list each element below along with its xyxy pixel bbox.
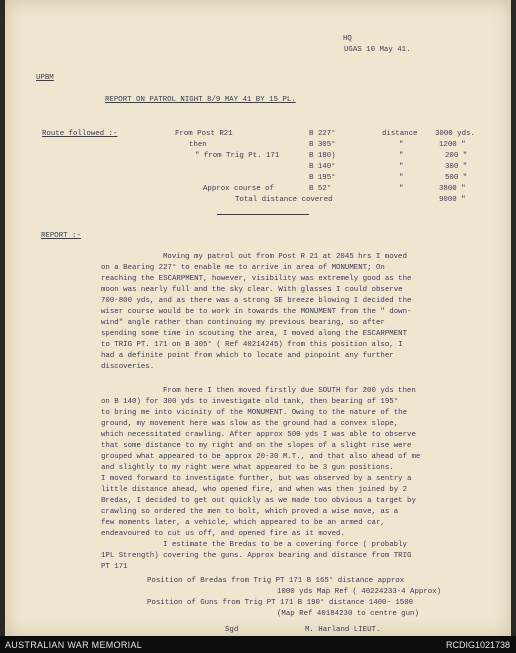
archive-footer — [0, 636, 516, 653]
text-line: 700-800 yds, and as there was a strong SE breeze blowing I decided the — [101, 297, 412, 305]
text-line: I moved forward to investigate further, but was observed by a sentry a — [101, 475, 412, 483]
text-line: crawling so ordered the men to bolt, which proved a wise move, as a — [101, 508, 399, 516]
route-label: Route followed :- — [42, 130, 118, 138]
text-line: on B 140) for 300 yds to investigate old tank, then bearing of 195° — [101, 398, 399, 406]
route-dist-label: " — [399, 185, 404, 193]
classification-stamp: UPBM — [36, 74, 54, 82]
text-line: ground, my movement here was slow as the ground had a convex slope, — [101, 420, 399, 428]
report-title: REPORT ON PATROL NIGHT 8/9 MAY 41 BY 15 PL. — [105, 96, 296, 104]
route-desc: Approx course of — [203, 185, 274, 193]
text-line: spending some time in scouting the area, I moved along the ESCARPMENT — [101, 330, 408, 338]
route-dist-label: " — [399, 152, 404, 160]
route-bearing: B 227° — [309, 130, 336, 138]
guns-position: Position of Guns from Trig PT 171 B 190° distance 1400- 1500 — [147, 599, 414, 607]
text-line: 1PL Strength) covering the guns. Approx bearing and distance from TRIG — [101, 552, 412, 560]
text-line: wiser course would be to work in towards the MONUMENT from the " down- — [101, 308, 412, 316]
route-dist-label: " — [399, 163, 404, 171]
text-line: reaching the ESCARPMENT, however, visibility was extremely good as the — [101, 275, 412, 283]
text-line: grouped what appeared to be approx 20-30 M.T., and that also ahead of me — [101, 453, 421, 461]
text-line: and slightly to my right were what appeared to be 3 gun positions. — [101, 464, 394, 472]
unit-date: UGAS 10 May 41. — [344, 46, 411, 54]
text-line: which necessitated crawling. After approx 500 yds I was able to observe — [101, 431, 416, 439]
route-desc: From Post R21 — [175, 130, 233, 138]
section-divider — [217, 214, 309, 215]
text-line: on a Bearing 227° to enable me to arrive in area of MONUMENT; On — [101, 264, 385, 272]
text-line: to bring me into vicinity of the MONUMENT. Owing to the nature of the — [101, 409, 408, 417]
route-desc: " from Trig Pt. 171 — [195, 152, 280, 160]
route-dist: 3000 yds. — [435, 130, 475, 138]
text-line: few moments later, a vehicle, which appeared to be an armed car, — [101, 519, 385, 527]
text-line: that some distance to my right and on the slopes of a slight rise were — [101, 442, 412, 450]
route-bearing: B 305° — [309, 141, 336, 149]
text-line: PT 171 — [101, 563, 128, 571]
document-page — [5, 0, 511, 636]
bredas-position: Position of Bredas from Trig PT 171 B 165° distance approx — [147, 577, 405, 585]
text-line: Moving my patrol out from Post R 21 at 2045 hrs I moved — [163, 253, 407, 261]
signature-sgd: Sgd — [225, 626, 239, 634]
guns-map-ref: (Map Ref 40184230 to centre gun) — [277, 610, 419, 618]
report-label: REPORT :- — [41, 232, 81, 240]
text-line: From here I then moved firstly due SOUTH for 200 yds then — [163, 387, 416, 395]
route-desc: then — [189, 141, 207, 149]
text-line: little distance ahead, who opened fire, and when was then joined by 2 — [101, 486, 408, 494]
route-bearing: B 195° — [309, 174, 336, 182]
archive-name: AUSTRALIAN WAR MEMORIAL — [5, 640, 143, 650]
route-bearing: B 140° — [309, 163, 336, 171]
text-line: discoveries. — [101, 363, 155, 371]
route-dist: 300 " — [445, 163, 468, 171]
text-line: wind" angle rather than continuing my previous bearing, so after — [101, 319, 385, 327]
route-dist-label: " — [399, 141, 404, 149]
route-dist: 200 " — [445, 152, 468, 160]
archive-id: RCDIG1021738 — [445, 640, 510, 650]
route-dist-label: " — [399, 174, 404, 182]
route-dist: 500 " — [445, 174, 468, 182]
text-line: Bredas, I decided to get out quickly as we made too obvious a target by — [101, 497, 416, 505]
text-line: endeavoured to cut us off, and opened fire as it moved. — [101, 530, 345, 538]
route-bearing: B 52° — [309, 185, 332, 193]
route-bearing: B 180) — [309, 152, 336, 160]
text-line: I estimate the Bredas to be a covering force ( probably — [163, 541, 407, 549]
route-dist-label: distance — [382, 130, 418, 138]
route-dist: 1200 " — [439, 141, 466, 149]
route-dist: 9000 " — [439, 196, 466, 204]
route-dist: 3800 " — [439, 185, 466, 193]
text-line: had a definite point from which to locate and pinpoint any further — [101, 352, 394, 360]
hq-label: HQ — [343, 35, 352, 43]
signature-name: M. Harland LIEUT. — [305, 626, 381, 634]
bredas-map-ref: 1000 yds Map Ref ( 40224233-4 Approx) — [277, 588, 442, 596]
text-line: to TRIG PT. 171 on B 305° ( Ref 40214245) from this position also, I — [101, 341, 403, 349]
text-line: moon was nearly full and the sky clear. With glasses I could observe — [101, 286, 403, 294]
route-desc: Total distance covered — [235, 196, 333, 204]
